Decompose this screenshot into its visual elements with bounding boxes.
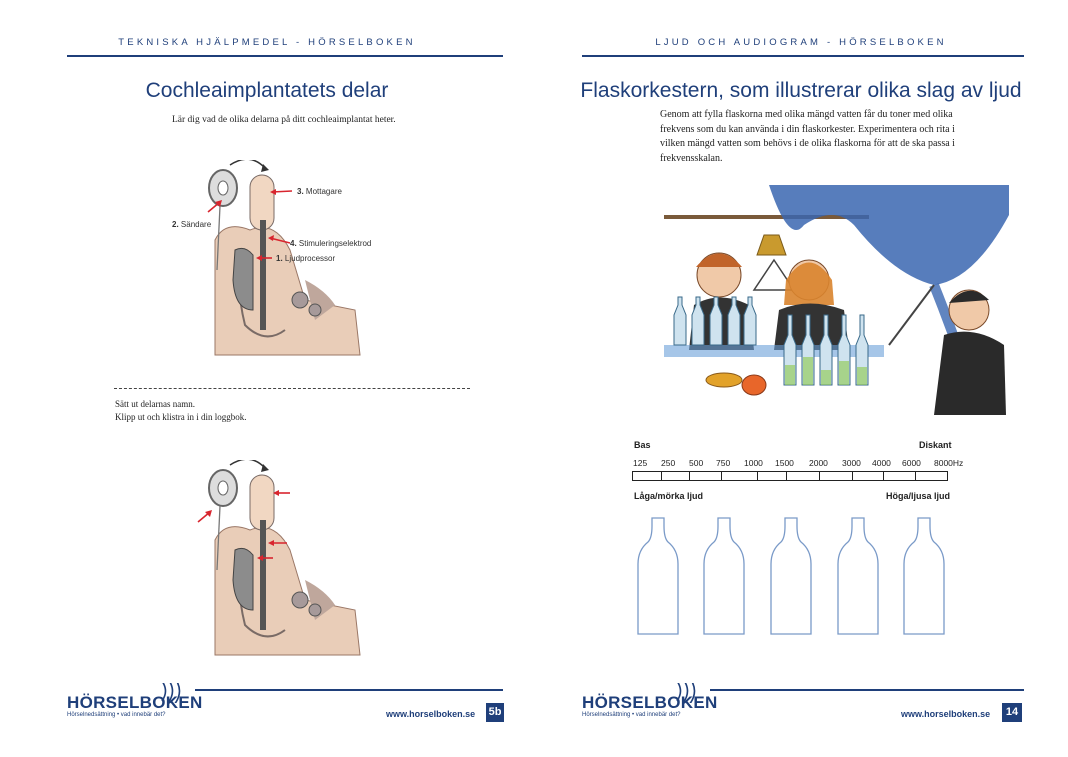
frequency-scale-bar <box>632 471 948 481</box>
bottle-outline <box>771 518 811 634</box>
page-number-right: 14 <box>1002 703 1022 722</box>
logo: HÖRSELBOKEN Hörselnedsättning • vad innebär det? <box>582 693 718 718</box>
logo-waves-icon <box>157 683 227 703</box>
label-processor: 1. Ljudprocessor <box>276 254 336 263</box>
bottle-outline <box>638 518 678 634</box>
tick-label: 1000 <box>744 458 763 468</box>
label-electrode: 4. Stimuleringselektrod <box>290 239 372 248</box>
label-low-sounds: Låga/mörka ljud <box>634 491 704 501</box>
tick-label: 500 <box>689 458 704 468</box>
page-number-left: 5b <box>486 703 504 722</box>
logo: HÖRSELBOKEN Hörselnedsättning • vad innebär det? <box>67 693 203 718</box>
ear-illustration-bottom <box>195 460 370 660</box>
tick-label: 6000 <box>902 458 921 468</box>
bottle-outline <box>838 518 878 634</box>
scale-label-bass: Bas <box>634 440 651 450</box>
logo-waves-icon <box>672 683 742 703</box>
label-receiver: 3. Mottagare <box>297 187 342 196</box>
instructions: Sätt ut delarnas namn. Klipp ut och klistra in i din loggbok. <box>115 399 247 422</box>
website-link[interactable]: www.horselboken.se <box>901 709 991 719</box>
footer-rule <box>195 689 503 691</box>
label-high-sounds: Höga/ljusa ljud <box>886 491 951 501</box>
bottle-outline <box>904 518 944 634</box>
header-rule <box>67 55 503 57</box>
header-rule <box>582 55 1024 57</box>
tick-label: 1500 <box>775 458 794 468</box>
bottle-outlines <box>634 514 954 636</box>
tick-label: 750 <box>716 458 731 468</box>
tick-label: 8000Hz <box>934 458 964 468</box>
running-head-left: TEKNISKA HJÄLPMEDEL - HÖRSELBOKEN <box>118 37 416 48</box>
tick-label: 250 <box>661 458 676 468</box>
scale-label-treble: Diskant <box>919 440 952 450</box>
label-arrows-top <box>200 180 300 280</box>
bottle-outline <box>704 518 744 634</box>
page-title-left: Cochleaimplantatets delar <box>145 79 389 102</box>
tick-label: 4000 <box>872 458 891 468</box>
tick-label: 125 <box>633 458 648 468</box>
tick-label: 3000 <box>842 458 861 468</box>
label-transmitter: 2. Sändare <box>172 220 212 229</box>
intro-text: Lär dig vad de olika delarna på ditt cochleaimplantat heter. <box>172 115 396 125</box>
website-link[interactable]: www.horselboken.se <box>386 709 476 719</box>
running-head-right: LJUD OCH AUDIOGRAM - HÖRSELBOKEN <box>655 37 947 48</box>
cut-line <box>114 388 470 389</box>
body-text: Genom att fylla flaskorna med olika mängd vatten får du toner med olika frekvens som du kan använda i din flaskorkester. Experimentera och rita i vilken mängd vatten som behövs i de olika flaskorna för att de ska passa i frekvensskalan. <box>660 109 955 164</box>
tick-label: 2000 <box>809 458 828 468</box>
right-page <box>534 0 1068 757</box>
page-title-right: Flaskorkestern, som illustrerar olika slag av ljud <box>580 79 1022 102</box>
footer-rule <box>710 689 1024 691</box>
bottle-orchestra-illustration <box>634 185 1014 420</box>
